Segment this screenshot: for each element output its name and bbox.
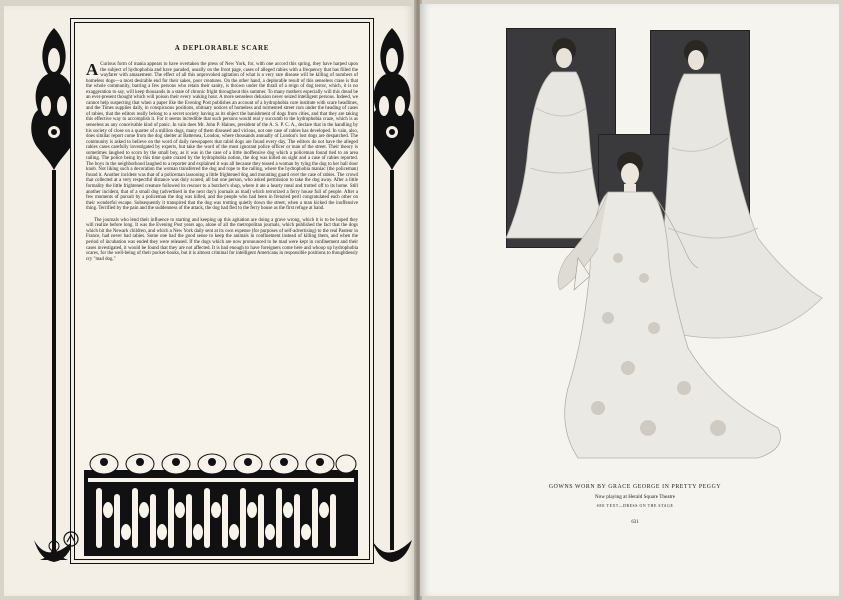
article-paragraph: The journals who lend their influence to starting and keeping up this agitation are doing a grave wrong, which it is to be hoped they will realize before long. It was the Evening Post years ago, alone of all the metropolitan journals, which published the fact that the dogs which bit the Newark children, and which a New York daily sent at its own expense (for purposes of self-advertising) to the real Pasteur in France, had never had rabies. Some one had the good sense to keep the animals in confinement instead of killing them, and when the period of incubation was ended they were released. If the dogs which are now pronounced to be mad were kept in confinement and their cases investigated, it would be found that they are not affected. It is bad enough to have foreigners come here and whoop up hydrophobia scares, for the well-being of their pocket-books, but it is almost criminal for intelligent Americans in responsible positions to thoughtlessly cry "mad dog." [86, 217, 358, 262]
gown-photographs [458, 28, 828, 468]
drop-cap: A [86, 60, 99, 79]
gown-figure-right [654, 40, 822, 338]
paragraph-text: Curious form of mania appears to have overtaken the press of New York, for, with one accord this spring, they have harped upon the subject of hydrophobia and have paraded, usually on the front page, cases of alleged rabies with a frequency that has filled the wayfarer with amazement. The effect of all this unprovoked agitation of what is a very rare disease will be killing of numbers of homeless dogs—a most desirable end for their sakes, poor creatures. On the other hand, a deplorable result of this senseless crase is that the whole community, barring a few persons who retain their sanity, is thrown under the thrall of a reign of dog terror, which, it is no exaggeration to say, will keep thousands in a state of chronic fright throughout this summer. To many mothers especially will this dread be an ever-present thought which will poison their every waking hour. A more senseless delusion never seized intelligent persons. Indeed, we cannot help suspecting that when a paper like the Evening Post publishes an account of a hydrophobia cure institute with scare headlines, and the Times supplies daily, in conspicuous positions, obituary notices of homeless and tormented street curs under the heading of cases of rabies, that the editors really belong to a secret society having as its object the banishment of dogs from cities, and that they are taking this effective way to accomplish it. For it seems incredible that such persons would real y succumb to the hydrophobia craze, which is as senseless as any conceivable kind of panic. In vain does Mr. John P. Haines, president of the A. S. P. C. A., declare that in the handling by his society of close on a quarter of a million dogs, many of them diseased and vicious, not one case of rabies has developed. In vain, also, does similar report come from the dog shelter at Battersea, London, where thousands annually of London's lost dogs are despatched. The community is asked to believe on the word of daily newspapers that rabid dogs are found every day. The editors do not have the alleged rabies cases carefully investigated by experts, but take the word of the most ignorant police officer or man of the street. Their theory is sometimes laughed to scorn by the small boy, as it was in the case of a little inoffensive dog which a policeman found tied to an area railing. The police being by this time quite crazed by the hydrophobia notion, the dog was killed on sight and a case of rabies reported. The boys in the neighborhood laughed to a reporter and explained it was all because they teased a woman by tying the dog to her hall door knob. Not liking such a decoration the woman transferred the dog and rope to the railing, where the hydrophobia maniac (the policeman) found it. Another incident was that of a policeman lassooing a little frightened dog and mounting guard over the case of rabies. The crowd that collected at a very respectful distance was duly scared, all but one person, who asked permission to take the dog away. After a little formality the little frightened creature followed its rescuer to a butcher's shop, where it ate a hearty meal and trotted off to its home. Still another incident, that of a small dog (advertised in the next day's journals as mad) which terrorized a ferry house full of people. After a few moments of pursuit by a policeman the dog was killed, and the people who had been in frenzied peril congratulated each other on their wonderful escape. Subsequently it transpired that the dog was trotting quietly down the street, when a man kicked the inoffensive thing. Terrified by the pain and the suddenness of the attack, the dog had fled to the ferry house as the first refuge at hand. [86, 62, 358, 212]
art-nouveau-lily-ornament-icon [366, 20, 418, 565]
article [86, 40, 358, 428]
plate-caption [520, 484, 750, 525]
caption-note: SEE TEXT—DRESS ON THE STAGE [596, 504, 674, 508]
page-number: 631 [631, 520, 639, 525]
caption-subtitle: Now playing at Herald Square Theatre [594, 494, 676, 500]
caption-title: GOWNS WORN BY GRACE GEORGE IN PRETTY PEGGY [548, 484, 722, 490]
article-title: A DEPLORABLE SCARE [174, 44, 270, 52]
gown-figure-left [506, 38, 608, 238]
art-nouveau-lily-ornament-icon [28, 20, 80, 565]
article-paragraph [86, 62, 358, 212]
monogram-mark-icon [62, 530, 80, 548]
floral-border-ornament-icon [84, 448, 358, 556]
